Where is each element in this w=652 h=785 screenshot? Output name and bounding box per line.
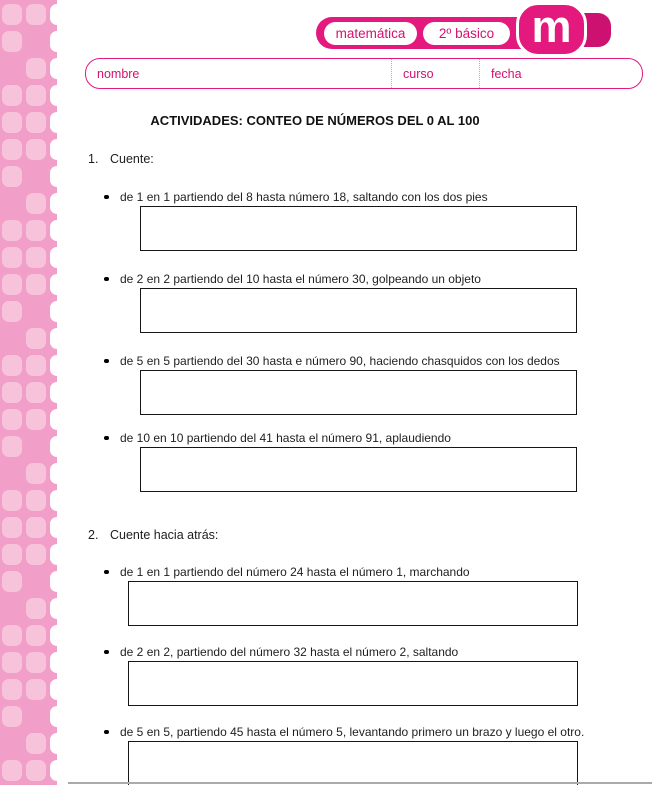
worksheet-section <box>0 152 652 492</box>
logo-letter: m <box>531 0 572 52</box>
brand-logo <box>516 2 587 57</box>
activity-item <box>103 431 652 492</box>
date-field[interactable] <box>479 59 642 88</box>
section-items <box>0 565 652 785</box>
section-heading: Cuente: <box>110 152 154 166</box>
bullet-icon <box>104 650 109 655</box>
section-items <box>0 190 652 492</box>
name-field-label: nombre <box>97 66 140 81</box>
activity-text: de 1 en 1 partiendo del 8 hasta número 18, saltando con los dos pies <box>120 190 488 204</box>
section-heading: Cuente hacia atrás: <box>110 528 219 542</box>
bullet-icon <box>104 570 109 575</box>
activity-text: de 2 en 2 partiendo del 10 hasta el número 30, golpeando un objeto <box>120 272 481 286</box>
activity-text: de 1 en 1 partiendo del número 24 hasta el número 1, marchando <box>120 565 470 579</box>
answer-box[interactable] <box>128 741 578 785</box>
section-number: 1. <box>88 152 99 166</box>
page-bottom-rule <box>68 782 652 784</box>
activity-item <box>103 565 652 626</box>
answer-box[interactable] <box>128 581 578 626</box>
grade-badge <box>423 22 510 45</box>
bullet-icon <box>104 436 109 441</box>
activity-text: de 5 en 5, partiendo 45 hasta el número 5, levantando primero un brazo y luego el otro. <box>120 725 585 739</box>
section-header <box>88 152 652 167</box>
answer-box[interactable] <box>128 661 578 706</box>
page-title: ACTIVIDADES: CONTEO DE NÚMEROS DEL 0 AL 100 <box>150 113 480 128</box>
bullet-icon <box>104 730 109 735</box>
activity-item <box>103 190 652 251</box>
activity-item <box>103 645 652 706</box>
answer-box[interactable] <box>140 370 577 415</box>
course-field[interactable] <box>391 59 479 88</box>
subject-badge-label: matemática <box>335 25 406 41</box>
sections <box>0 140 652 785</box>
subject-badge <box>324 22 417 45</box>
answer-box[interactable] <box>140 447 577 492</box>
section-number: 2. <box>88 528 99 542</box>
activity-item <box>103 272 652 333</box>
bullet-icon <box>104 359 109 364</box>
section-header <box>88 528 652 543</box>
answer-box[interactable] <box>140 288 577 333</box>
activity-item <box>103 725 652 785</box>
bullet-icon <box>104 277 109 282</box>
answer-box[interactable] <box>140 206 577 251</box>
name-field[interactable] <box>86 59 391 88</box>
activity-item <box>103 354 652 415</box>
activity-text: de 5 en 5 partiendo del 30 hasta e número 90, haciendo chasquidos con los dedos <box>120 354 560 368</box>
date-field-label: fecha <box>491 66 522 81</box>
grade-badge-label: 2º básico <box>438 25 495 41</box>
student-info-bar <box>85 58 643 89</box>
activity-text: de 10 en 10 partiendo del 41 hasta el número 91, aplaudiendo <box>120 431 451 445</box>
worksheet-section <box>0 528 652 785</box>
course-field-label: curso <box>403 66 434 81</box>
bullet-icon <box>104 195 109 200</box>
activity-text: de 2 en 2, partiendo del número 32 hasta el número 2, saltando <box>120 645 459 659</box>
